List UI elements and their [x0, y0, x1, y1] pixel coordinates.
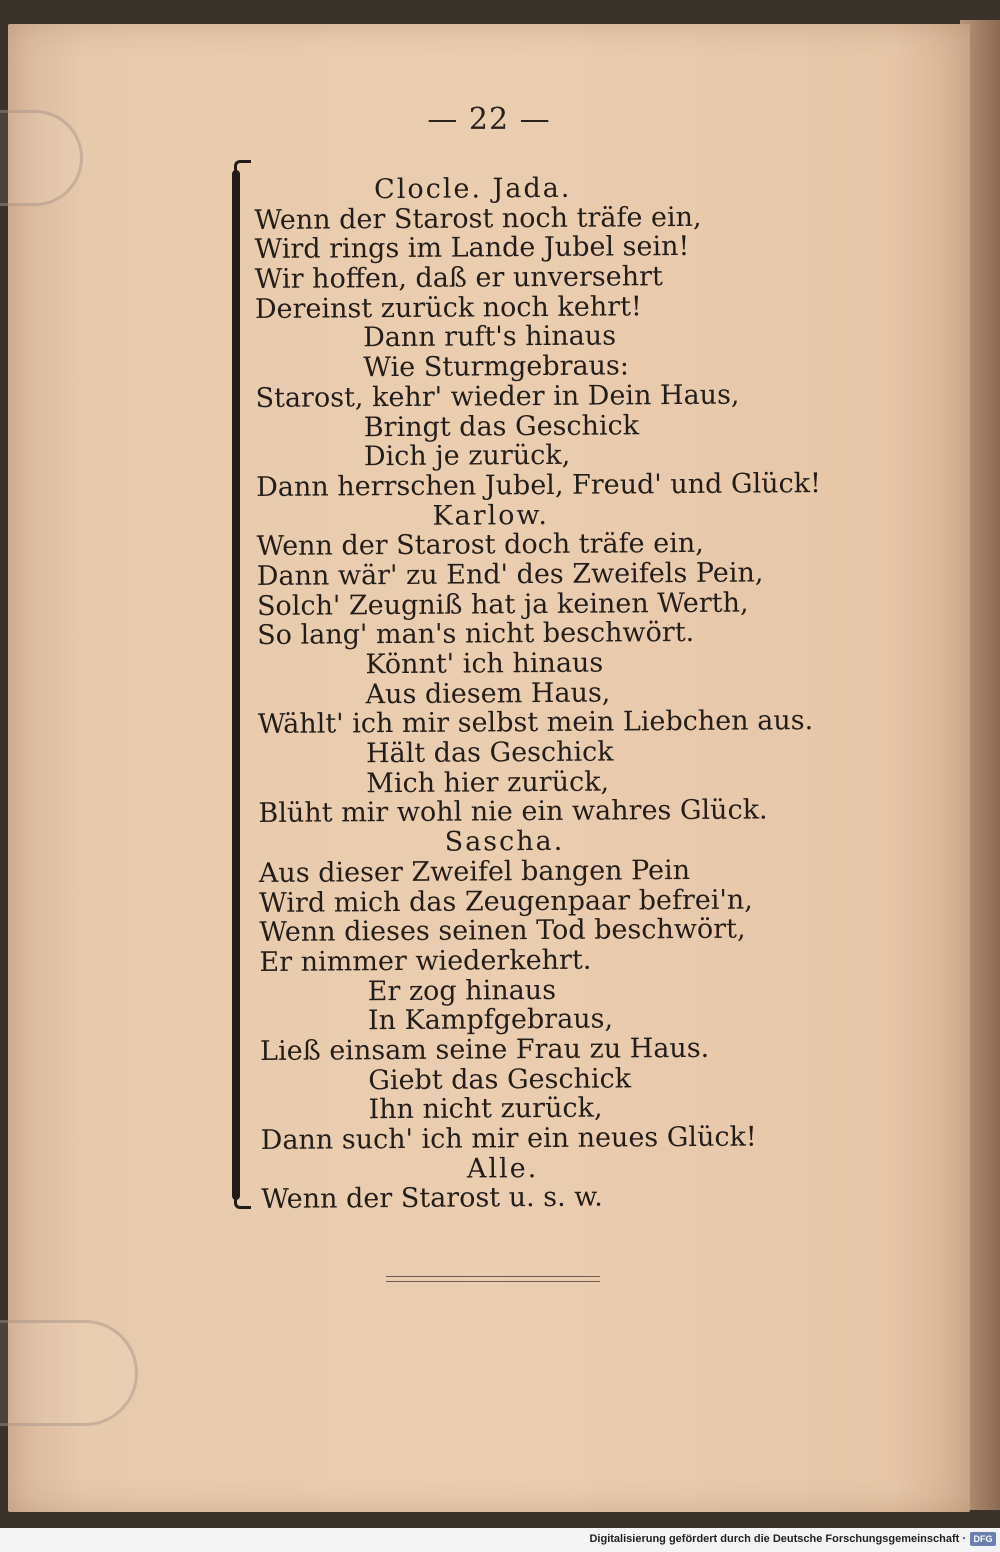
bracket-cap-bottom	[234, 1196, 251, 1209]
speaker-name: Karlow.	[432, 499, 550, 532]
book-page	[8, 24, 970, 1512]
verse-line: Solch' Zeugniß hat ja keinen Werth,	[256, 587, 749, 622]
speaker-name: Clocle. Jada.	[373, 172, 572, 206]
verse-line: Wenn der Starost u. s. w.	[261, 1181, 603, 1216]
verse-line: Wählt' ich mir selbst mein Liebchen aus.	[257, 705, 814, 741]
verse-line: Hält das Geschick	[365, 736, 614, 770]
verse-text	[254, 172, 881, 1215]
dfg-logo: DFG	[970, 1532, 996, 1546]
speaker-name: Sascha.	[444, 825, 565, 858]
verse-line: Aus diesem Haus,	[365, 677, 611, 710]
verse-line: Dich je zurück,	[363, 439, 571, 473]
verse-line: Ihn nicht zurück,	[368, 1092, 603, 1126]
verse-line: Wird mich das Zeugenpaar befrei'n,	[258, 884, 753, 919]
section-divider	[386, 1276, 600, 1282]
verse-line: Dann wär' zu End' des Zweifels Pein,	[256, 557, 764, 592]
verse-line: Dann herrschen Jubel, Freud' und Glück!	[256, 467, 822, 503]
paper-clip-bottom	[0, 1320, 138, 1426]
verse-line: Er zog hinaus	[367, 974, 557, 1007]
verse-line: Mich hier zurück,	[366, 766, 610, 799]
footer-bar	[0, 1528, 1000, 1552]
verse-line: Wenn der Starost doch träfe ein,	[256, 528, 704, 563]
verse-line: Wenn dieses seinen Tod beschwört,	[259, 913, 746, 949]
verse-line: Wenn der Starost noch träfe ein,	[254, 201, 702, 236]
verse-line: Dann ruft's hinaus	[363, 320, 617, 354]
verse-line: Wie Sturmgebraus:	[363, 350, 630, 384]
verse-line: Er nimmer wiederkehrt.	[259, 944, 592, 978]
speaker-name: Alle.	[466, 1152, 539, 1185]
page-number: — 22 —	[427, 102, 551, 137]
verse-line: Wir hoffen, daß er unversehrt	[254, 261, 663, 296]
verse-line: Giebt das Geschick	[368, 1063, 632, 1096]
verse-line: Wird rings im Lande Jubel sein!	[254, 231, 690, 266]
verse-line: Ließ einsam seine Frau zu Haus.	[260, 1032, 710, 1067]
verse-line: Blüht mir wohl nie ein wahres Glück.	[258, 794, 768, 830]
verse-bracket	[232, 170, 240, 1200]
verse-line: So lang' man's nicht beschwört.	[257, 617, 695, 652]
verse-line: In Kampfgebraus,	[367, 1003, 614, 1037]
verse-line: Bringt das Geschick	[363, 409, 640, 443]
verse-line: Dereinst zurück noch kehrt!	[254, 291, 642, 325]
verse-line: Aus dieser Zweifel bangen Pein	[258, 854, 691, 889]
verse-line: Könnt' ich hinaus	[365, 647, 604, 681]
footer-text: Digitalisierung gefördert durch die Deutsche Forschungsgemeinschaft ·	[589, 1533, 966, 1545]
verse-line: Dann such' ich mir ein neues Glück!	[260, 1121, 757, 1156]
verse-line: Starost, kehr' wieder in Dein Haus,	[255, 379, 740, 414]
